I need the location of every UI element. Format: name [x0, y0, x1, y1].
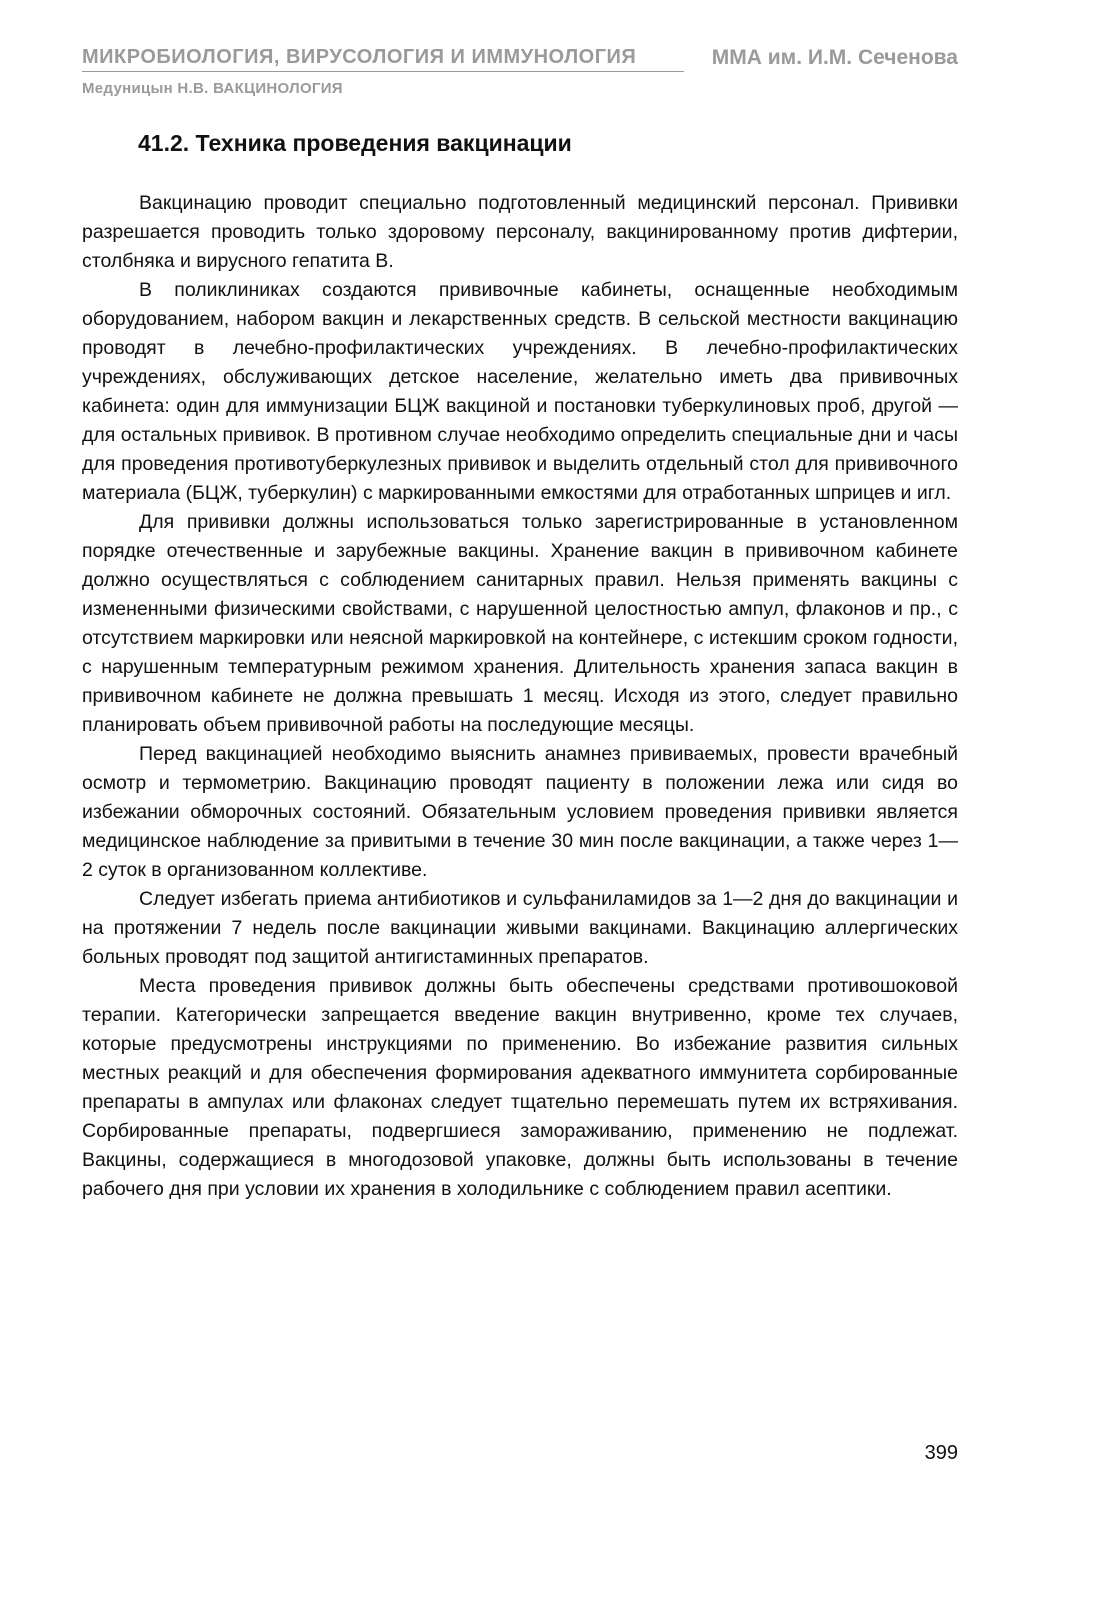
paragraph: В поликлиниках создаются прививочные кабинеты, оснащенные необходимым оборудованием, набором вакцин и лекарственных средств. В сельской местности вакцинацию проводят в лечебно-профилактических учреждениях. В лечебно-профилактических учреждениях, обслуживающих детское население, желательно иметь два прививочных кабинета: один для иммунизации БЦЖ вакциной и постановки туберкулиновых проб, другой — для остальных прививок. В противном случае необходимо определить специальные дни и часы для проведения противотуберкулезных прививок и выделить отдельный стол для прививочного материала (БЦЖ, туберкулин) с маркированными емкостями для отработанных шприцев и игл. — [82, 279, 958, 504]
header-subject-title: МИКРОБИОЛОГИЯ, ВИРУСОЛОГИЯ И ИММУНОЛОГИЯ — [82, 46, 637, 68]
header-rule — [82, 71, 684, 72]
header-institution: ММА им. И.М. Сеченова — [711, 46, 958, 69]
page-number: 399 — [924, 1442, 958, 1464]
paragraph: Места проведения прививок должны быть обеспечены средствами противошоковой терапии. Категорически запрещается введение вакцин внутривенно, кроме тех случаев, которые предусмотрены инструкциями по применению. Во избежание развития сильных местных реакций и для обеспечения формирования адекватного иммунитета сорбированные препараты в ампулах или флаконах следует тщательно перемешать путем их встряхивания. Сорбированные препараты, подвергшиеся замораживанию, применению не подлежат. Вакцины, содержащиеся в многодозовой упаковке, должны быть использованы в течение рабочего дня при условии их хранения в холодильнике с соблюдением правил асептики. — [82, 975, 958, 1200]
paragraph: Следует избегать приема антибиотиков и сульфаниламидов за 1—2 дня до вакцинации и на протяжении 7 недель после вакцинации живыми вакцинами. Вакцинацию аллергических больных проводят под защитой антигистаминных препаратов. — [82, 888, 958, 968]
running-header — [82, 46, 958, 76]
paragraph: Вакцинацию проводит специально подготовленный медицинский персонал. Прививки разрешается проводить только здоровому персоналу, вакцинированному против дифтерии, столбняка и вирусного гепатита В. — [82, 192, 958, 272]
paragraph: Для прививки должны использоваться только зарегистрированные в установленном порядке отечественные и зарубежные вакцины. Хранение вакцин в прививочном кабинете должно осуществляться с соблюдением санитарных правил. Нельзя применять вакцины с измененными физическими свойствами, с нарушенной целостностью ампул, флаконов и пр., с отсутствием маркировки или неясной маркировкой на контейнере, с истекшим сроком годности, с нарушенным температурным режимом хранения. Длительность хранения запаса вакцин в прививочном кабинете не должна превышать 1 месяц. Исходя из этого, следует правильно планировать объем прививочной работы на последующие месяцы. — [82, 511, 958, 736]
body-text — [82, 189, 958, 1204]
paragraph: Перед вакцинацией необходимо выяснить анамнез прививаемых, провести врачебный осмотр и термометрию. Вакцинацию проводят пациенту в положении лежа или сидя во избежании обморочных состояний. Обязательным условием проведения прививки является медицинское наблюдение за привитыми в течение 30 мин после вакцинации, а также через 1—2 суток в организованном коллективе. — [82, 743, 958, 881]
header-author-book: Медуницын Н.В. ВАКЦИНОЛОГИЯ — [82, 80, 343, 97]
section-title: 41.2. Техника проведения вакцинации — [138, 130, 572, 156]
